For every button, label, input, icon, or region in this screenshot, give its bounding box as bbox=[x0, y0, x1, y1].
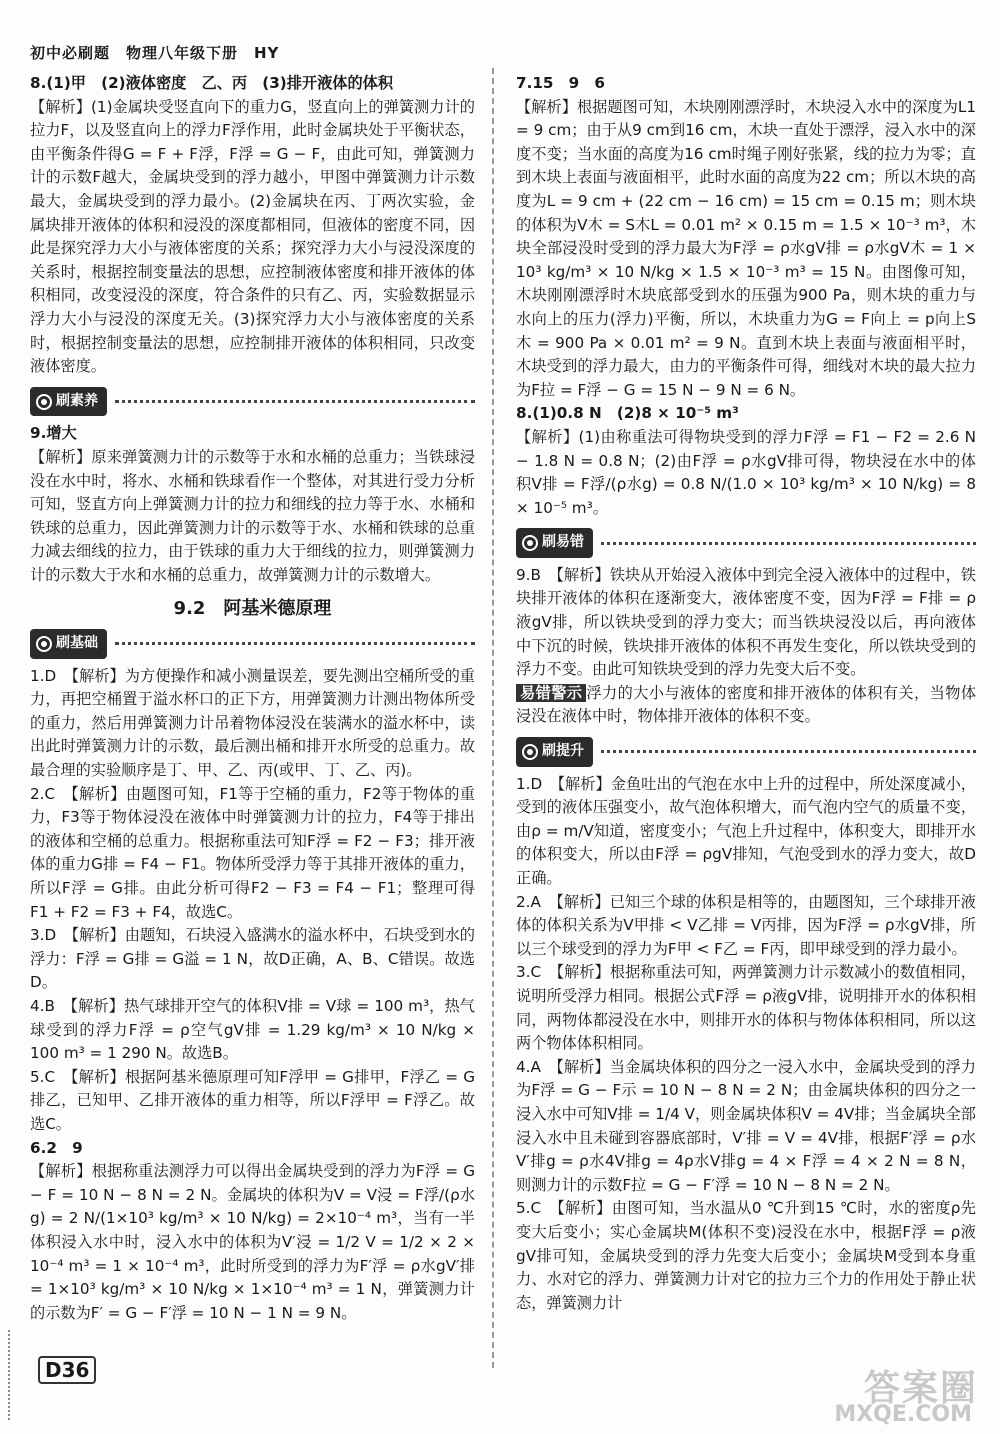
adv-q4: 4.A 【解析】当金属块体积的四分之一浸入水中，金属块受到的浮力为F浮 = G − F示 = 10 N − 8 N = 2 N；由金属块体积的四分之一浸入水中可知V排 = 1/4 V，则金属块体积V = 4V排；当金属块全部浸入水中且未碰到容器底部时，V′排 = V = 4V排，根据F′浮 = ρ水V′排g = ρ水4V排g = 4ρ水V排g = 4 × F浮 = 4 × 2 N = 8 N，则测力计的示数F拉 = G − F′浮 = 10 N − 8 N = 2 N。 bbox=[516, 1057, 976, 1194]
q8-explanation: 【解析】(1)金属块受竖直向下的重力G，竖直向上的弹簧测力计的拉力F，以及竖直向上的浮力F浮作用，此时金属块处于平衡状态，由平衡条件得G = F + F浮，F浮 = G − F，由此可知，弹簧测力计的示数F越大，金属块受到的浮力越小，甲图中弹簧测力计示数最大，金属块受到的浮力最小。(2)金属块在丙、丁两次实验，金属块排开液体的体积和浸没的深度都相同，但液体的密度不同，因此是探究浮力大小与液体密度的关系；探究浮力大小与浸没深度的关系时，根据控制变量法的思想，应控制液体密度和排开液体的体积相同，改变浸没的深度，符合条件的只有乙、丙，实验数据显示浮力大小与浸没的深度无关。(3)探究浮力大小与液体密度的关系时，根据控制变量法的思想，应控制排开液体的体积相同，只改变液体密度。 bbox=[30, 97, 475, 376]
section-label: 刷提升 bbox=[542, 743, 584, 760]
section-badge bbox=[516, 528, 593, 558]
section-badge bbox=[516, 737, 593, 767]
basic-q1: 1.D 【解析】为方便操作和减小测量误差，要先测出空桶所受的重力，再把空桶置于溢水杯口的正下方，用弹簧测力计测出物体所受的重力，然后用弹簧测力计吊着物体浸没在装满水的溢水杯中，读出此时弹簧测力计的示数，最后测出桶和排开水所受的总重力。故最合理的实验顺序是丁、甲、乙、丙(或甲、丁、乙、丙)。 bbox=[30, 666, 475, 780]
basic-q3: 3.D 【解析】由题知，石块浸入盛满水的溢水杯中，石块受到水的浮力：F浮 = G排 = G溢 = 1 N，故D正确，A、B、C错误。故选D。 bbox=[30, 926, 475, 992]
q8b-explanation: 【解析】(1)由称重法可得物块受到的浮力F浮 = F1 − F2 = 2.6 N − 1.8 N = 0.8 N；(2)由F浮 = ρ水gV排可得，物块浸在水中的体积V排 = F浮/(ρ水g) = 0.8 N/(1.0 × 10³ kg/m³ × 10 N/kg) = 8 × 10⁻⁵ m³。 bbox=[516, 427, 976, 517]
basic-q6-explanation: 【解析】根据称重法测浮力可以得出金属块受到的浮力为F浮 = G − F = 10 N − 8 N = 2 N。金属块的体积为V = V浸 = F浮/(ρ水g) = 2 N/(1×10³ kg/m³ × 10 N/kg) = 2×10⁻⁴ m³，当有一半体积浸入水中时，浸入水中的体积为V′浸 = 1/2 V = 1/2 × 2 × 10⁻⁴ m³ = 1 × 10⁻⁴ m³，此时所受到的浮力为F′浮 = ρ水gV′排 = 1×10³ kg/m³ × 10 N/kg × 1×10⁻⁴ m³ = 1 N，弹簧测力计的示数为F′ = G − F′浮 = 10 N − 1 N = 9 N。 bbox=[30, 1162, 475, 1322]
q9b-explanation: 9.B 【解析】铁块从开始浸入液体中到完全浸入液体中的过程中，铁块排开液体的体积在逐渐变大，液体密度不变，因为F浮 = F排 = ρ液gV排，所以铁块受到的浮力变大；而当铁块浸没以后，再向液体中下沉的时候，铁块排开液体的体积不再发生变化，所以铁块受到的浮力不变。由此可知铁块受到的浮力先变大后不变。 bbox=[516, 565, 976, 679]
dotted-rule bbox=[601, 750, 976, 753]
q7-explanation: 【解析】根据题图可知，木块刚刚漂浮时，木块浸入水中的深度为L1 = 9 cm；由于从9 cm到16 cm，木块一直处于漂浮，浸入水中的深度不变；当水面的高度为16 cm时绳子刚好张紧，线的拉力为零；直到木块上表面与液面相平，此时水面的高度为22 cm；所以木块的高度为L = 9 cm + (22 cm − 16 cm) = 15 cm = 0.15 m；则木块的体积为V木 = S木L = 0.01 m² × 0.15 m = 1.5 × 10⁻³ m³，木块全部浸没时受到的浮力最大为F浮 = ρ水gV排 = ρ水gV木 = 1 × 10³ kg/m³ × 10 N/kg × 1.5 × 10⁻³ m³ = 15 N。由图像可知，木块刚刚漂浮时木块底部受到水的压强为900 Pa，则木块的重力与水向上的压力(浮力)平衡，所以，木块重力为G = F向上 = p向上S木 = 900 Pa × 0.01 m² = 9 N。直到木块上表面与液面相平时，木块受到的浮力最大，由力的平衡条件可得，细线对木块的最大拉力为F拉 = F浮 − G = 15 N − 9 N = 6 N。 bbox=[516, 97, 976, 399]
adv-q3: 3.C 【解析】根据称重法可知，两弹簧测力计示数减小的数值相同，说明所受浮力相同。根据公式F浮 = ρ液gV排，说明排开水的体积相同，两物体都浸没在水中，则排开水的体积与物体体积相同，所以这两个物体体积相同。 bbox=[516, 963, 976, 1053]
section-badge bbox=[30, 387, 107, 417]
basic-q2: 2.C 【解析】由题图可知，F1等于空桶的重力，F2等于物体的重力，F3等于物体浸没在液体中时弹簧测力计的拉力，F4等于排出的液体和空桶的总重力。根据称重法可知F浮 = F2 − F3；排开液体的重力G排 = F4 − F1。物体所受浮力等于其排开液体的重力，所以F浮 = G排。由此分析可得F2 − F3 = F4 − F1；整理可得F1 + F2 = F3 + F4，故选C。 bbox=[30, 784, 475, 921]
warning-text: 浮力的大小与液体的密度和排开液体的体积有关，当物体浸没在液体中时，物体排开液体的体积不变。 bbox=[516, 683, 977, 726]
basic-q4: 4.B 【解析】热气球排开空气的体积V排 = V球 = 100 m³，热气球受到的浮力F浮 = ρ空气gV排 = 1.29 kg/m³ × 10 N/kg × 100 m³ = 1 290 N。故选B。 bbox=[30, 996, 475, 1063]
left-column bbox=[30, 72, 475, 1325]
warning-label: 易错警示 bbox=[516, 684, 586, 702]
brush-icon bbox=[522, 744, 538, 760]
section-header-tisheng bbox=[516, 737, 976, 767]
watermark-url: MXQE.COM bbox=[834, 1402, 972, 1427]
dotted-rule bbox=[115, 400, 475, 403]
section-label: 刷基础 bbox=[56, 635, 98, 652]
section-header-suyang bbox=[30, 387, 475, 417]
page-header: 初中必刷题 物理八年级下册 HY bbox=[30, 44, 280, 62]
q8-answer: 8.(1)甲 (2)液体密度 乙、丙 (3)排开液体的体积 bbox=[30, 74, 394, 92]
watermark-logo: 答案圈 bbox=[863, 1368, 978, 1409]
basic-q6-answer: 6.2 9 bbox=[30, 1138, 83, 1157]
column-divider bbox=[492, 68, 494, 1368]
section-label: 刷素养 bbox=[56, 392, 98, 409]
dotted-rule bbox=[601, 542, 976, 545]
adv-q2: 2.A 【解析】已知三个球的体积是相等的，由题图知，三个球排开液体的体积关系为V甲排 < V乙排 = V丙排，因为F浮 = ρ水gV排，所以三个球受到的浮力为F甲 < F乙 = F丙，即甲球受到的浮力最小。 bbox=[516, 892, 976, 958]
chapter-title: 9.2 阿基米德原理 bbox=[173, 598, 332, 620]
q8b-answer: 8.(1)0.8 N (2)8 × 10⁻⁵ m³ bbox=[516, 404, 739, 423]
q9-explanation: 【解析】原来弹簧测力计的示数等于水和水桶的总重力；当铁球浸没在水中时，将水、水桶和铁球看作一个整体，对其进行受力分析可知，竖直方向上弹簧测力计的拉力和细线的拉力等于水、水桶和铁球的总重力，因此弹簧测力计的示数等于水、水桶和铁球的总重力减去细线的拉力，由于铁球的重力大于细线的拉力，则弹簧测力计的示数大于水和水桶的总重力，故弹簧测力计的示数增大。 bbox=[30, 447, 475, 584]
section-header-yicuo bbox=[516, 528, 976, 558]
margin-dots bbox=[8, 1330, 10, 1420]
error-warning bbox=[516, 682, 976, 729]
section-badge bbox=[30, 629, 107, 659]
right-column bbox=[516, 72, 976, 1315]
section-header-jichu bbox=[30, 629, 475, 659]
page-number: D36 bbox=[38, 1356, 96, 1384]
q7-answer: 7.15 9 6 bbox=[516, 74, 605, 92]
basic-q5: 5.C 【解析】根据阿基米德原理可知F浮甲 = G排甲，F浮乙 = G排乙，已知甲、乙排开液体的重力相等，所以F浮甲 = F浮乙。故选C。 bbox=[30, 1067, 475, 1133]
dotted-rule bbox=[115, 642, 475, 645]
adv-q1: 1.D 【解析】金鱼吐出的气泡在水中上升的过程中，所处深度减小，受到的液体压强变小，故气泡体积增大，而气泡内空气的质量不变，由ρ = m/V知道，密度变小；气泡上升过程中，体积变大，即排开水的体积变大，所以由F浮 = ρgV排知，气泡受到水的浮力变大，故D正确。 bbox=[516, 774, 976, 887]
adv-q5: 5.C 【解析】由图可知，当水温从0 ℃升到15 ℃时，水的密度ρ先变大后变小；实心金属块M(体积不变)浸没在水中，根据F浮 = ρ液gV排可知，金属块受到的浮力先变大后变小；金属块M受到本身重力、水对它的浮力、弹簧测力计对它的拉力三个力的作用处于静止状态，弹簧测力计 bbox=[516, 1199, 976, 1312]
brush-icon bbox=[36, 394, 52, 410]
brush-icon bbox=[36, 636, 52, 652]
q9-answer: 9.增大 bbox=[30, 424, 77, 443]
brush-icon bbox=[522, 535, 538, 551]
section-label: 刷易错 bbox=[542, 534, 584, 551]
